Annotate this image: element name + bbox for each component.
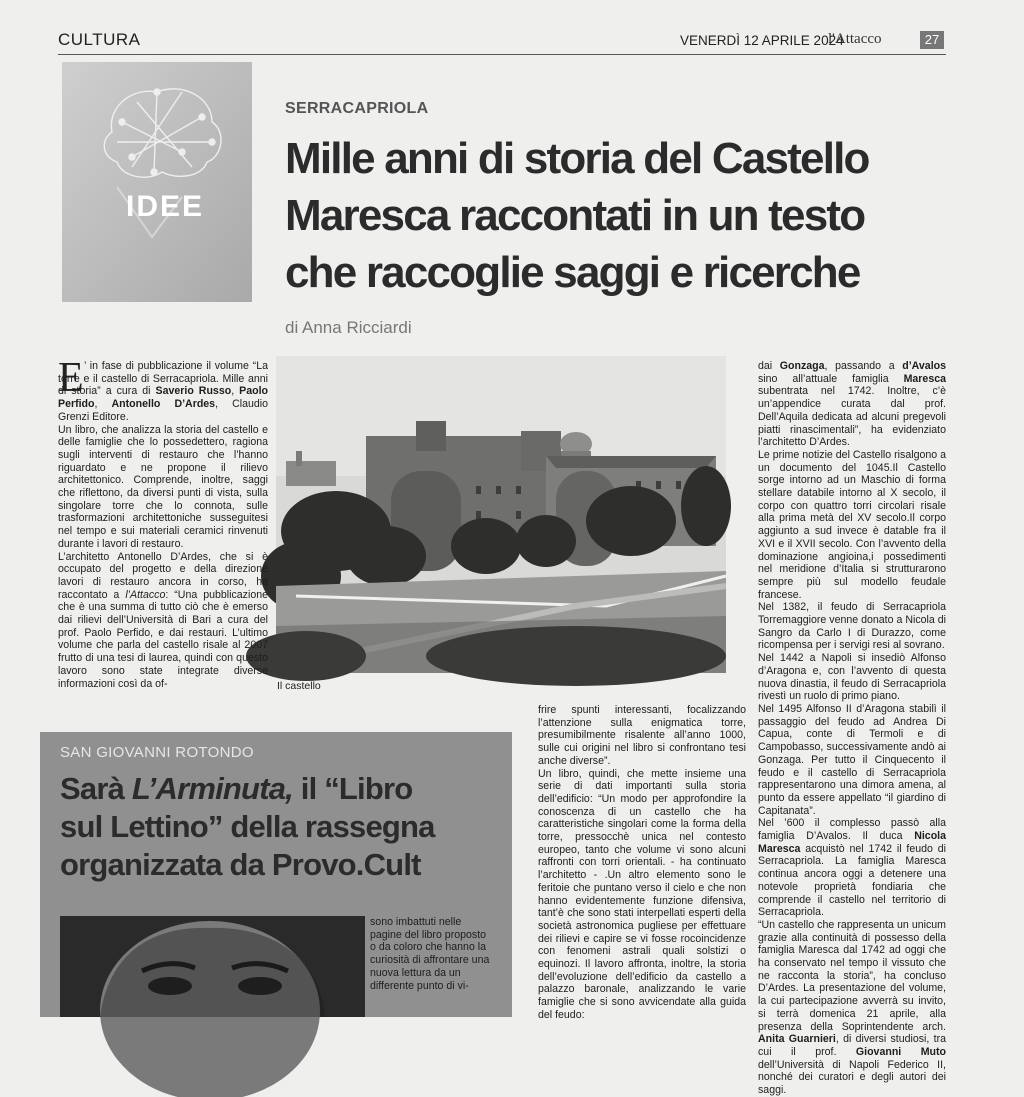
paragraph: dai Gonzaga, passando a d’Avalos sino all’attuale famiglia Maresca subentrata nel 1742. Inoltre, c’è un’appendice curata dal prof. Dell’Aquila dedicata ad alcuni pregevoli piatti rinascimentali”, ha evidenziato l’architetto D’Ardes. (758, 360, 946, 449)
drop-cap: E (58, 355, 84, 401)
secondary-kicker: SAN GIOVANNI ROTONDO (60, 744, 254, 761)
headline-line-1: Mille anni di storia del Castello (285, 134, 869, 183)
paragraph: Nel 1382, il feudo di Serracapriola Torremaggiore venne donato a Nicola di Sangro da Carlo I di Durazzo, come ricompensa per i servigi resi al sovrano. (758, 601, 946, 652)
paragraph: L’architetto Antonello D’Ardes, che si è occupato del progetto e della direzione lavori di restauro ancora in corso, ha raccontato a l’Attacco: “Una pubblicazione che è una summa di tutto ciò che è emerso dai rilievi dell’Università di Bari a cura del prof. Paolo Perfido, e dai restauri. L’ultimo volume che parla del castello risale al 2007 frutto di una tesi di laurea, quindi con questo lavoro sono state integrate diverse informazioni così da of- (58, 550, 268, 690)
paragraph: Un libro, quindi, che mette insieme una serie di dati importanti sulla storia dell’edificio: “Un modo per approfondire la conoscenza di un castello che ha caratteristiche singolari come la forma della torre, pressocchè unica nel contesto europeo, tanto che volume vi sono alcuni raffronti con torri orientali. - ha continuato l’architetto - .Un altro elemento sono le feritoie che puntano verso il cielo e che non hanno evidentemente funzione difensiva, tant’è che sono stati interpellati esperti della società astronomica pugliese per effettuare dei rilievi e capire se vi fosse rocoincidenze con fenomeni astrali quali solstizi o equinozi. Il lavoro affronta, inoltre, la storia dell’evoluzione dell’edificio da castello a palazzo baronale, analizzando le varie famiglie che si sono avvicendate alla guida del feudo: (538, 767, 746, 1021)
section-name: CULTURA (58, 30, 141, 49)
secondary-article-text: sono imbattuti nelle pagine del libro proposto o da coloro che hanno la curiosità di affrontare una nuova lettura da un differente punto di vi- (370, 916, 490, 992)
byline: di Anna Ricciardi (285, 318, 412, 337)
secondary-headline (60, 770, 500, 884)
headline-line-3: che raccoglie saggi e ricerche (285, 248, 860, 297)
paragraph: frire spunti interessanti, focalizzando l’attenzione sulla enigmatica torre, presumibilmente risalente all’anno 1000, sulle cui origini nel libro si confrontano tesi anche diverse”. (538, 704, 746, 767)
paragraph: Le prime notizie del Castello risalgono a un documento del 1045.Il Castello sorge intorno ad un Maschio di forma stellare databile intorno al X secolo, il corpo con quattro torri circolari risale alla prima metà del XV secolo.Il corpo aggiunto a sud invece è datable fra il XVI e il XVII secolo. Con l’avvento della dominazione angioina,i possedimenti nel meridione d’Italia si strutturarono sempre più sul modello feudale francese. (758, 448, 946, 601)
woman-portrait-photo (60, 916, 365, 1017)
secondary-headline-line-3: organizzata da Provo.Cult (60, 847, 421, 882)
article-column-3 (758, 360, 946, 1097)
secondary-headline-line-2: sul Lettino” della rassegna (60, 809, 435, 844)
paragraph: Nel 1495 Alfonso II d’Aragona stabilì il passaggio del feudo ad Andrea Di Capua, conte di Termoli e di Campobasso, successivamente andò ai Gonzaga. Per tutto il Cinquecento il feudo e il castello di Serracapriola rappresentarono una dimora amena, al punto da essere appellato “il giardino di Capitanata”. (758, 702, 946, 817)
header-divider (58, 54, 946, 55)
idee-brain-badge (62, 62, 252, 302)
secondary-headline-line-1: Sarà L’Arminuta, il “Libro (60, 771, 413, 806)
paragraph: Un libro, che analizza la storia del castello e delle famiglie che lo possedettero, ragiona sugli interventi di restauro che l’hanno riguardato e ne propone il rilievo architettonico. Comprende, inoltre, saggi che riflettono, da diversi punti di vista, sulla singolare torre che lo connota, sulle trasformazioni architettoniche susseguitesi nel tempo e sui materiali ceramici rinvenuti durante i lavori di restauro. (58, 423, 268, 550)
castle-photo (276, 356, 726, 673)
article-column-1 (58, 355, 269, 690)
paragraph: Nel ’600 il complesso passò alla famiglia D’Avalos. Il duca Nicola Maresca acquistò nel 1742 il feudo di Serracapriola. La famiglia Maresca continua ancora oggi a detenere una notevole proprietà fondiaria che comprende il castello nel territorio di Serracapriola. (758, 817, 946, 919)
headline-line-2: Maresca raccontati in un testo (285, 191, 865, 240)
photo-caption: Il castello (277, 680, 321, 692)
newspaper-logo: l'Attacco (828, 31, 882, 47)
idee-label: IDEE (126, 190, 205, 223)
paragraph: Nel 1442 a Napoli si insediò Alfonso d’Aragona e, con l’avvento di questa nuova dinastia, il feudo di Serracapriola rivestì un ruolo di primo piano. (758, 652, 946, 703)
article-column-2 (538, 704, 746, 1022)
paragraph: “Un castello che rappresenta un unicum grazie alla continuità di possesso della famiglia Maresca dal 1742 ad oggi che ha conservato nel tempo il vissuto che ne racconta la storia”, ha concluso D’Ardes. La presentazione del volume, la cui partecipazione avverrà su invito, si terrà domenica 21 aprile, alla presenza della Soprintendente arch. Anita Guarnieri, di diversi studiosi, tra cui il prof. Giovanni Muto dell’Università di Napoli Federico II, nonché dei curatori e degli autori dei saggi. (758, 918, 947, 1097)
paragraph: ’ in fase di pubblicazione il volume “La torre e il castello di Serracapriola. Mille anni di storia” a cura di Saverio Russo, Paolo Perfido, Antonello D’Ardes, Claudio Grenzi Editore. (58, 360, 269, 423)
article-headline (285, 130, 945, 301)
article-kicker: SERRACAPRIOLA (285, 100, 429, 117)
issue-date: VENERDÌ 12 APRILE 2024 (680, 33, 844, 48)
book-title: L’Arminuta, (131, 771, 293, 806)
page-number: 27 (920, 31, 944, 49)
